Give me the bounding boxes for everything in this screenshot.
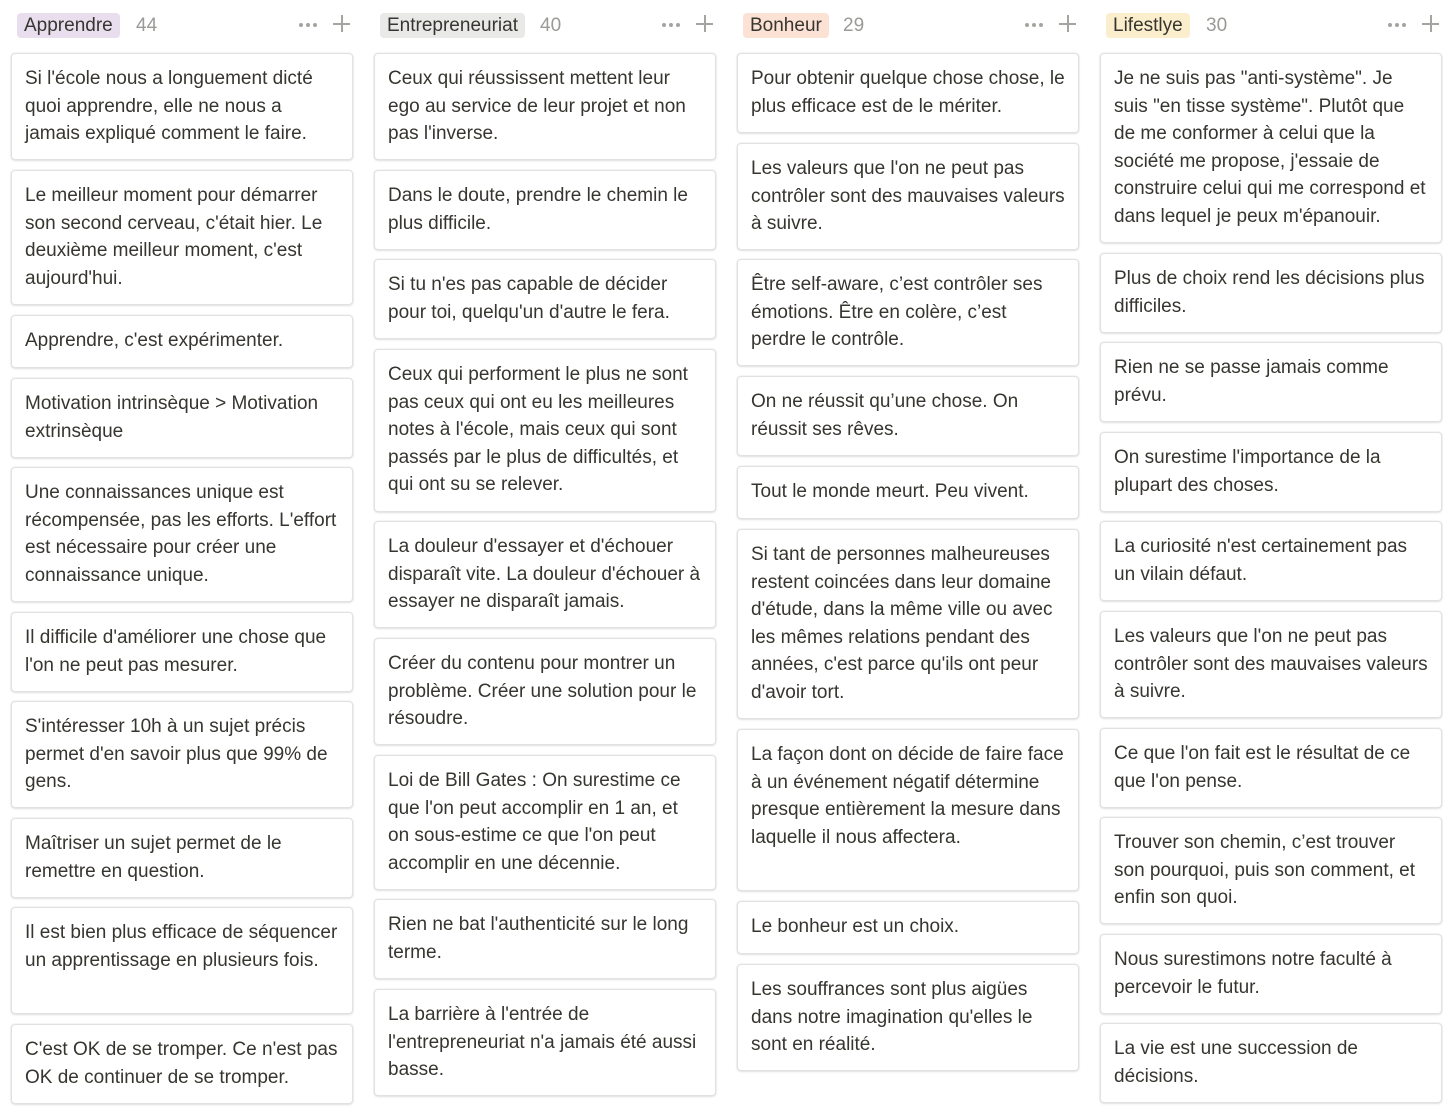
card[interactable]: La curiosité n'est certainement pas un vilain défaut. [1100, 521, 1442, 601]
plus-icon[interactable] [1418, 10, 1444, 38]
column-header [737, 0, 1081, 50]
card[interactable]: Le meilleur moment pour démarrer son second cerveau, c'était hier. Le deuxième meilleur moment, c'est aujourd'hui. [11, 170, 353, 305]
card[interactable]: La vie est une succession de décisions. [1100, 1023, 1442, 1103]
card[interactable]: Ceux qui performent le plus ne sont pas ceux qui ont eu les meilleures notes à l'école, mais ceux qui sont passés par le plus de difficultés, et qui ont su se relever. [374, 349, 716, 512]
card-count: 44 [136, 15, 158, 36]
card[interactable]: La douleur d'essayer et d'échouer disparaît vite. La douleur d'échouer à essayer ne disparaît jamais. [374, 521, 716, 628]
group-tag[interactable]: Entrepreneuriat [380, 13, 525, 38]
card-count: 29 [843, 15, 865, 36]
card[interactable]: Trouver son chemin, c’est trouver son pourquoi, puis son comment, et enfin son quoi. [1100, 817, 1442, 924]
column-header [374, 0, 718, 50]
card[interactable]: Motivation intrinsèque > Motivation extrinsèque [11, 378, 353, 458]
card[interactable]: Rien ne bat l'authenticité sur le long terme. [374, 899, 716, 979]
card[interactable]: Les souffrances sont plus aigües dans notre imagination qu'elles le sont en réalité. [737, 964, 1079, 1071]
card[interactable]: On ne réussit qu’une chose. On réussit ses rêves. [737, 376, 1079, 456]
card[interactable]: Tout le monde meurt. Peu vivent. [737, 466, 1079, 519]
card[interactable]: Être self-aware, c’est contrôler ses émotions. Être en colère, c’est perdre le contrôle. [737, 259, 1079, 366]
more-horizontal-icon[interactable] [1021, 10, 1047, 38]
column-header [11, 0, 355, 50]
card-count: 30 [1206, 15, 1228, 36]
more-horizontal-icon[interactable] [295, 10, 321, 38]
card[interactable]: La façon dont on décide de faire face à un événement négatif détermine presque entièrement la mesure dans laquelle il nous affectera. [737, 729, 1079, 891]
card-count: 40 [540, 15, 562, 36]
column-apprendre [11, 0, 355, 1088]
card[interactable]: Il est bien plus efficace de séquencer un apprentissage en plusieurs fois. [11, 907, 353, 1014]
card[interactable]: Les valeurs que l'on ne peut pas contrôler sont des mauvaises valeurs à suivre. [1100, 611, 1442, 718]
card[interactable]: Nous surestimons notre faculté à percevoir le futur. [1100, 934, 1442, 1014]
card[interactable]: Une connaissances unique est récompensée, pas les efforts. L'effort est nécessaire pour créer une connaissance unique. [11, 467, 353, 602]
card[interactable]: Si l'école nous a longuement dicté quoi apprendre, elle ne nous a jamais expliqué comment le faire. [11, 53, 353, 160]
card[interactable]: Les valeurs que l'on ne peut pas contrôler sont des mauvaises valeurs à suivre. [737, 143, 1079, 250]
card[interactable]: Il difficile d'améliorer une chose que l'on ne peut pas mesurer. [11, 612, 353, 692]
card[interactable]: Si tu n'es pas capable de décider pour toi, quelqu'un d'autre le fera. [374, 259, 716, 339]
card[interactable]: Dans le doute, prendre le chemin le plus difficile. [374, 170, 716, 250]
column-entrepreneuriat [374, 0, 718, 1080]
card[interactable]: Le bonheur est un choix. [737, 901, 1079, 954]
card[interactable]: Plus de choix rend les décisions plus difficiles. [1100, 253, 1442, 333]
card[interactable]: La barrière à l'entrée de l'entrepreneuriat n'a jamais été aussi basse. [374, 989, 716, 1096]
plus-icon[interactable] [1055, 10, 1081, 38]
group-tag[interactable]: Lifestlye [1106, 13, 1190, 38]
card[interactable]: Je ne suis pas "anti-système". Je suis "en tisse système". Plutôt que de me conformer à celui que la société me propose, j'essaie de construire celui qui me correspond et dans lequel je peux m'épanouir. [1100, 53, 1442, 243]
plus-icon[interactable] [692, 10, 718, 38]
card[interactable]: Pour obtenir quelque chose chose, le plus efficace est de le mériter. [737, 53, 1079, 133]
group-tag[interactable]: Bonheur [743, 13, 829, 38]
plus-icon[interactable] [329, 10, 355, 38]
column-lifestlye [1100, 0, 1444, 1087]
card[interactable]: Loi de Bill Gates : On surestime ce que l'on peut accomplir en 1 an, et on sous-estime ce que l'on peut accomplir en une décennie. [374, 755, 716, 890]
card[interactable]: Ceux qui réussissent mettent leur ego au service de leur projet et non pas l'inverse. [374, 53, 716, 160]
card[interactable]: Ce que l'on fait est le résultat de ce que l'on pense. [1100, 728, 1442, 808]
card[interactable]: Rien ne se passe jamais comme prévu. [1100, 342, 1442, 422]
card[interactable]: On surestime l'importance de la plupart des choses. [1100, 432, 1442, 512]
card[interactable]: Maîtriser un sujet permet de le remettre en question. [11, 818, 353, 898]
card[interactable]: Si tant de personnes malheureuses restent coincées dans leur domaine d'étude, dans la même ville ou avec les mêmes relations pendant des années, c'est parce qu'ils ont peur d'avoir tort. [737, 529, 1079, 719]
group-tag[interactable]: Apprendre [17, 13, 120, 38]
more-horizontal-icon[interactable] [658, 10, 684, 38]
card[interactable]: C'est OK de se tromper. Ce n'est pas OK de continuer de se tromper. [11, 1024, 353, 1104]
more-horizontal-icon[interactable] [1384, 10, 1410, 38]
card[interactable]: S'intéresser 10h à un sujet précis permet d'en savoir plus que 99% de gens. [11, 701, 353, 808]
column-header [1100, 0, 1444, 50]
card[interactable]: Apprendre, c'est expérimenter. [11, 315, 353, 368]
card[interactable]: Créer du contenu pour montrer un problème. Créer une solution pour le résoudre. [374, 638, 716, 745]
column-bonheur [737, 0, 1081, 1055]
